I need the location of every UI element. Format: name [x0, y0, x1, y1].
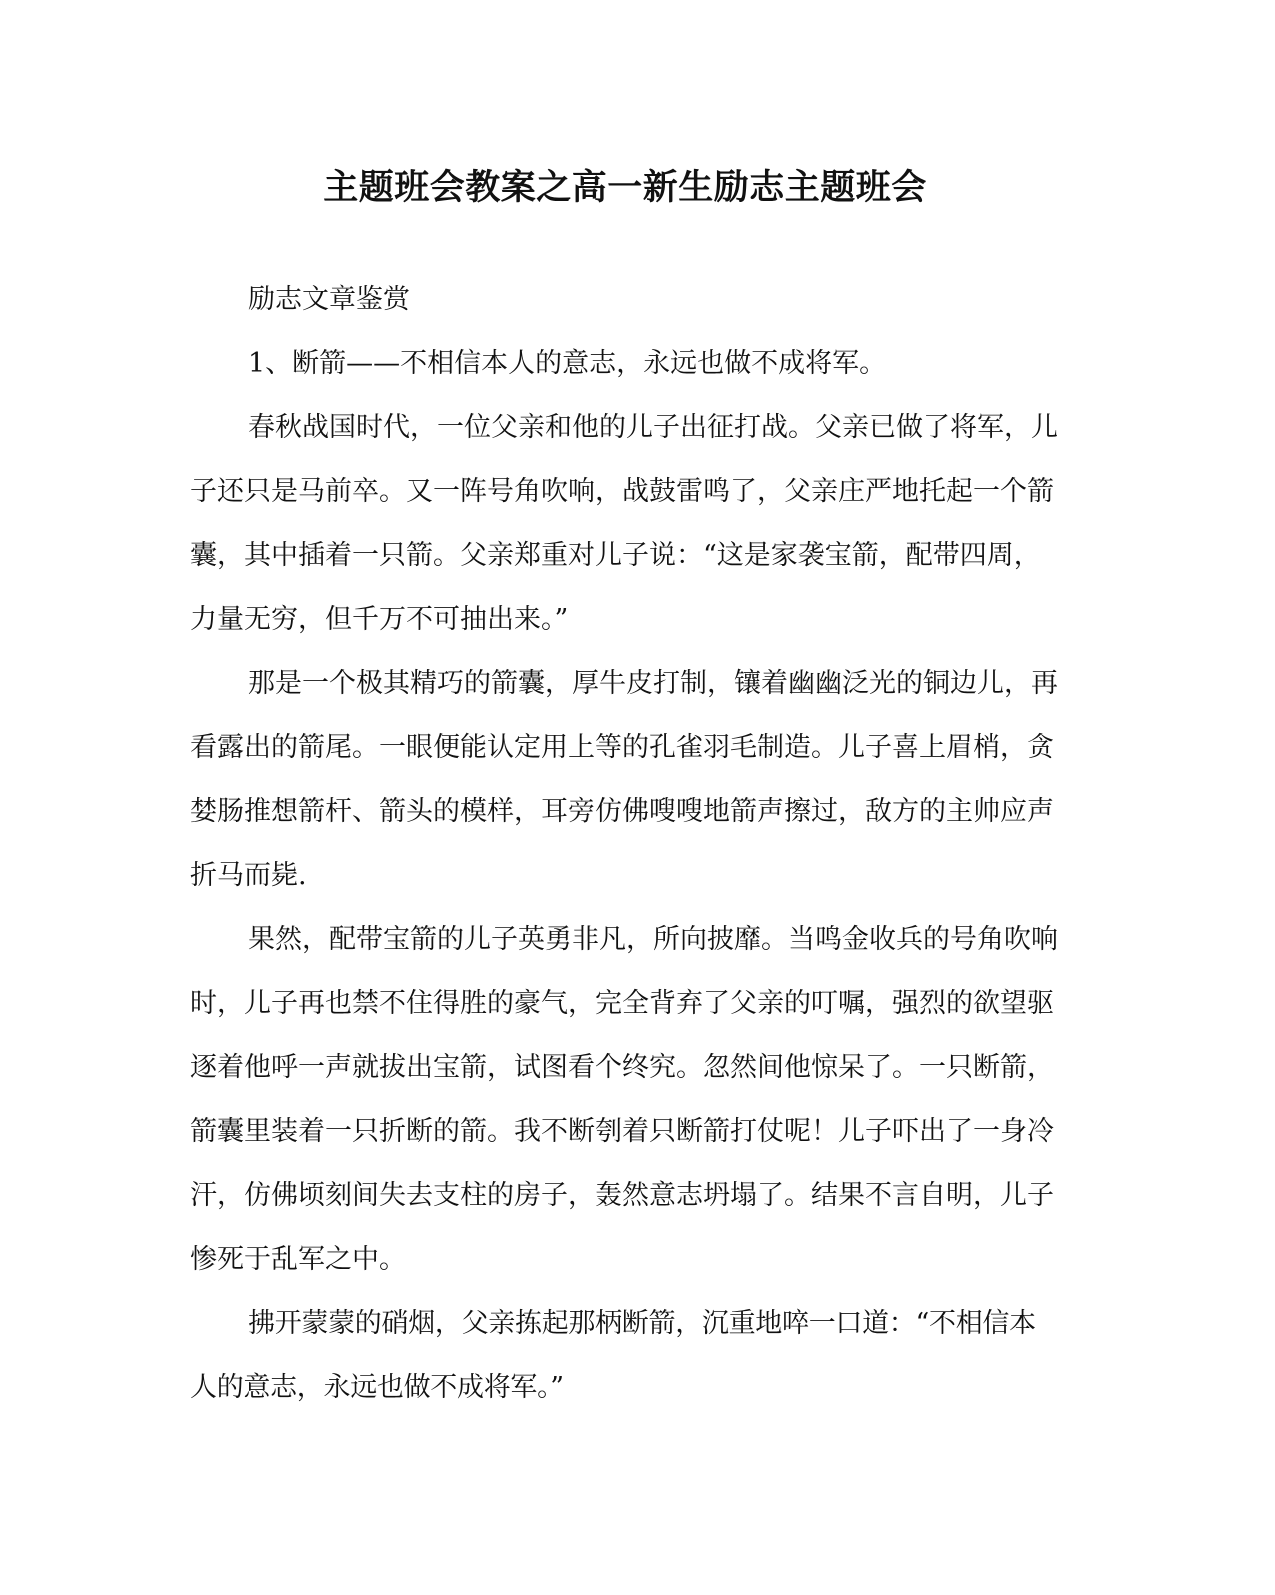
paragraph-1: 春秋战国时代，一位父亲和他的儿子出征打战。父亲已做了将军，儿子还只是马前卒。又一阵号角吹响，战鼓雷鸣了，父亲庄严地托起一个箭囊，其中插着一只箭。父亲郑重对儿子说：“这是家袭宝箭，配带四周，力量无穷，但千万不可抽出来。”	[190, 412, 1058, 635]
paragraph-3: 果然，配带宝箭的儿子英勇非凡，所向披靡。当鸣金收兵的号角吹响时，儿子再也禁不住得胜的豪气，完全背弃了父亲的叮嘱，强烈的欲望驱逐着他呼一声就拔出宝箭，试图看个终究。忽然间他惊呆了。一只断箭，箭囊里装着一只折断的箭。我不断刳着只断箭打仗呢！儿子吓出了一身冷汗，仿佛顷刻间失去支柱的房子，轰然意志坍塌了。结果不言自明，儿子惨死于乱军之中。	[190, 924, 1058, 1275]
document-title: 主题班会教案之高一新生励志主题班会	[323, 167, 927, 208]
paragraph-2: 那是一个极其精巧的箭囊，厚牛皮打制，镶着幽幽泛光的铜边儿，再看露出的箭尾。一眼便能认定用上等的孔雀羽毛制造。儿子喜上眉梢，贪婪肠推想箭杆、箭头的模样，耳旁仿佛嗖嗖地箭声擦过，敌方的主帅应声折马而毙.	[190, 668, 1058, 891]
paragraph-4: 拂开蒙蒙的硝烟，父亲拣起那柄断箭，沉重地啐一口道：“不相信本人的意志，永远也做不成将军。”	[190, 1308, 1036, 1403]
document-body	[190, 268, 1060, 1420]
story-heading: 1、断箭——不相信本人的意志，永远也做不成将军。	[248, 348, 887, 379]
section-heading: 励志文章鉴赏	[248, 284, 410, 315]
